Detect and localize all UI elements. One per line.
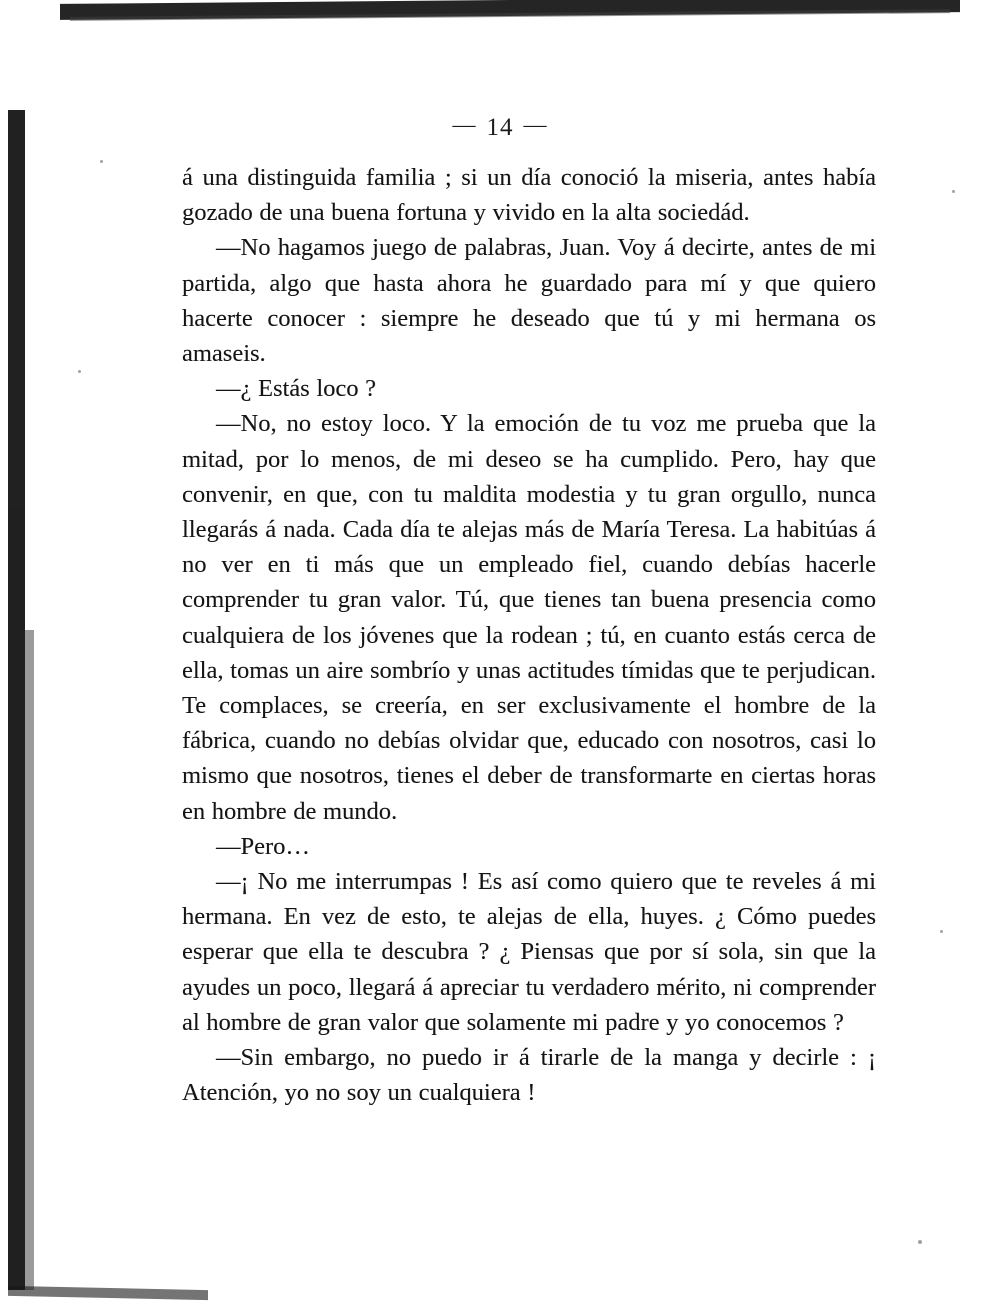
page-number-value: 14 bbox=[486, 114, 514, 141]
paragraph: á una distinguida familia ; si un día conoció la miseria, antes había gozado de una buena fortuna y vivido en la alta sociedád. bbox=[182, 164, 876, 227]
paragraph: —No hagamos juego de palabras, Juan. Voy á decirte, antes de mi partida, algo que hasta ahora he guardado para mí y que quiero hacerte conocer : siempre he deseado que tú y mi hermana os amaseis. bbox=[182, 234, 876, 368]
scan-speck bbox=[100, 160, 103, 163]
scan-artifact-left-edge bbox=[8, 110, 25, 1290]
paragraph: —Pero… bbox=[216, 832, 310, 860]
scan-speck bbox=[952, 190, 955, 193]
scan-speck bbox=[78, 370, 81, 373]
paragraph: —Sin embargo, no puedo ir á tirarle de la manga y decirle : ¡ Atención, yo no soy un cualquiera ! bbox=[182, 1044, 876, 1107]
paragraph: —¿ Estás loco ? bbox=[216, 375, 377, 403]
scan-speck bbox=[918, 1240, 922, 1244]
page-number-dash-left: — bbox=[452, 112, 477, 137]
scan-artifact-top-edge bbox=[60, 0, 960, 20]
page-number bbox=[0, 112, 1000, 142]
scan-speck bbox=[940, 930, 943, 933]
body-text bbox=[182, 160, 876, 1110]
page-number-dash-right: — bbox=[523, 112, 548, 137]
scan-artifact-bottom-edge bbox=[8, 1286, 208, 1300]
paragraph: —No, no estoy loco. Y la emoción de tu voz me prueba que la mitad, por lo menos, de mi deseo se ha cumplido. Pero, hay que convenir, en que, con tu maldita modestia y tu gran orgullo, nunca llegarás á nada. Cada día te alejas más de María Teresa. La habitúas á no ver en ti más que un empleado fiel, cuando debías hacerle comprender tu gran valor. Tú, que tienes tan buena presencia como cualquiera de los jóvenes que la rodean ; tú, en cuanto estás cerca de ella, tomas un aire sombrío y unas actitudes tímidas que te perjudican. Te complaces, se creería, en ser exclusivamente el hombre de la fábrica, cuando no debías olvidar que, educado con nosotros, casi lo mismo que nosotros, tienes el deber de transformarte en ciertas horas en hombre de mundo. bbox=[182, 410, 876, 825]
paragraph: —¡ No me interrumpas ! Es así como quiero que te reveles á mi hermana. En vez de esto, te alejas de ella, huyes. ¿ Cómo puedes esperar que ella te descubra ? ¿ Piensas que por sí sola, sin que la ayudes un poco, llegará á apreciar tu verdadero mérito, ni comprender al hombre de gran valor que solamente mi padre y yo conocemos ? bbox=[182, 868, 876, 1036]
